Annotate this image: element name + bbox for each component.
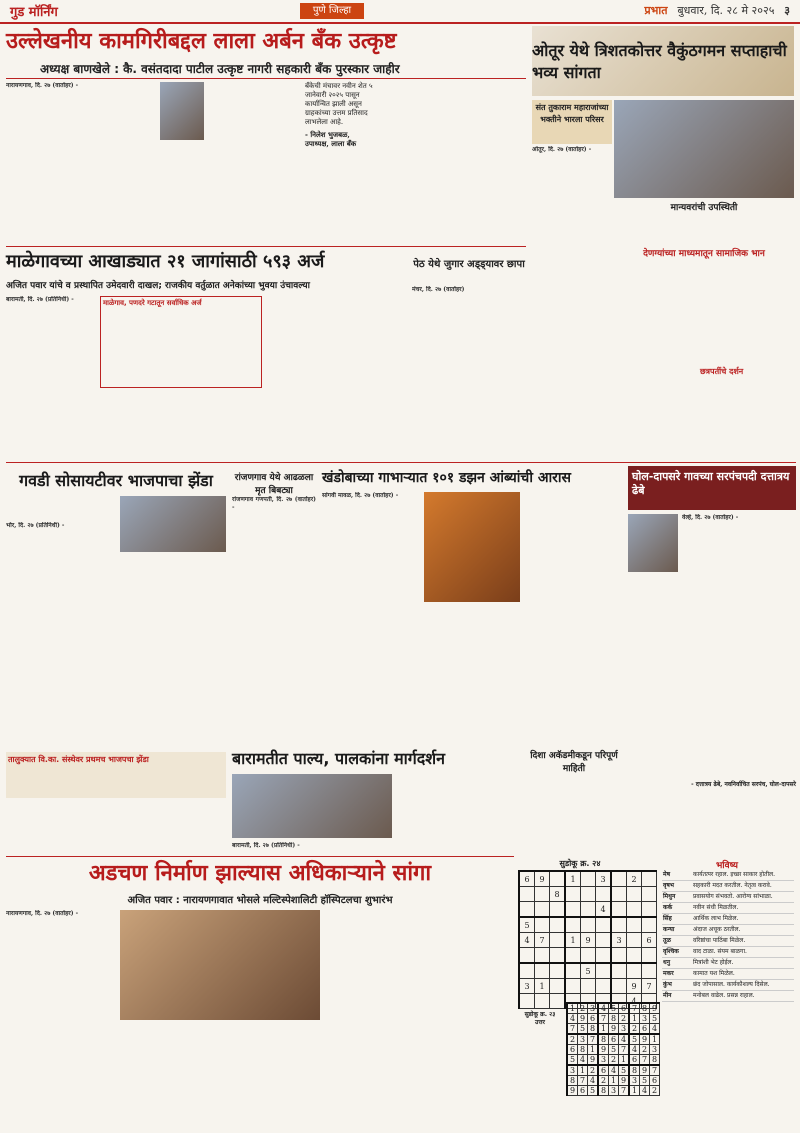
- sudoku-cell: 3: [588, 1003, 599, 1014]
- baramati-place: बारामती, दि. २७ (प्रतिनिधी) -: [232, 842, 300, 849]
- sudoku-cell: [596, 963, 612, 979]
- lead-subhead: अध्यक्ष बाणखेले : कै. वसंतदादा पाटील उत्कृष्ट नागरी सहकारी बँक पुरस्कार जाहीर: [40, 62, 400, 76]
- sudoku-cell: [550, 917, 566, 933]
- sudoku-cell: 2: [567, 1034, 578, 1045]
- sudoku-cell: [581, 902, 596, 918]
- sudoku-answer-label: सुडोकू क्र. २३ उत्तर: [524, 1011, 556, 1026]
- zodiac-sign: वृश्चिक: [662, 947, 692, 958]
- zodiac-sign: कर्क: [662, 903, 692, 914]
- sudoku-cell: 2: [578, 1003, 588, 1014]
- sudoku-cell: 7: [650, 1065, 660, 1076]
- sudoku-cell: [535, 902, 550, 918]
- sudoku-cell: 5: [629, 1034, 640, 1045]
- sudoku-cell: 6: [598, 1065, 609, 1076]
- gawadi-headline: गवडी सोसायटीवर भाजपाचा झेंडा: [19, 471, 213, 490]
- sudoku-cell: 7: [619, 1086, 630, 1096]
- sudoku-cell: 8: [588, 1024, 599, 1035]
- sudoku-cell: [611, 902, 627, 918]
- sudoku-cell: [519, 948, 535, 964]
- sudoku-cell: [565, 948, 581, 964]
- sudoku-cell: 1: [567, 1003, 578, 1014]
- malegaon-box-title: माळेगाव, पणदरे गटातून सर्वाधिक अर्ज: [103, 299, 202, 307]
- ghol-text: [682, 514, 796, 714]
- sudoku-cell: [611, 871, 627, 887]
- sudoku-cell: 1: [609, 1076, 619, 1086]
- sudoku-cell: 6: [650, 1076, 660, 1086]
- sudoku-cell: 8: [578, 1045, 588, 1055]
- sudoku-cell: [596, 979, 612, 994]
- baramati-headline: बारामतीत पाल्य, पालकांना मार्गदर्शन: [232, 749, 446, 768]
- page-number: ३: [784, 4, 790, 17]
- sudoku-cell: [611, 979, 627, 994]
- sudoku-cell: [596, 887, 612, 902]
- sudoku-cell: 7: [535, 933, 550, 948]
- sudoku-cell: 9: [598, 1045, 609, 1055]
- sudoku-cell: 9: [588, 1055, 599, 1066]
- sudoku-cell: [627, 948, 642, 964]
- sudoku-cell: [535, 948, 550, 964]
- sudoku-cell: 3: [598, 1055, 609, 1066]
- sudoku-cell: 7: [578, 1076, 588, 1086]
- sudoku-cell: 7: [567, 1024, 578, 1035]
- sudoku-cell: 9: [650, 1003, 660, 1014]
- section-tag: पुणे जिल्हा: [300, 3, 364, 19]
- gawadi-place: भोर, दि. २७ (प्रतिनिधी) -: [6, 522, 65, 529]
- adchan-place: नारायणगाव, दि. २७ (वार्ताहर) -: [6, 910, 79, 917]
- otur-subhead-3: छत्रपतींचे दर्शन: [700, 367, 744, 376]
- sudoku-cell: 5: [588, 1086, 599, 1096]
- sudoku-cell: 8: [567, 1076, 578, 1086]
- zodiac-sign: मेष: [662, 870, 692, 881]
- lead-quote-author: - निलेश भुजबळ, उपाध्यक्ष, लाला बँक: [305, 130, 357, 148]
- brand-name: प्रभात: [644, 4, 668, 17]
- baramati-photo: [232, 774, 392, 838]
- ghol-place: वेल्हे, दि. २७ (वार्ताहर) -: [682, 514, 739, 521]
- sudoku-cell: 6: [609, 1034, 619, 1045]
- sudoku-cell: [519, 963, 535, 979]
- sudoku-cell: 7: [598, 1014, 609, 1024]
- sudoku-cell: 1: [565, 871, 581, 887]
- sudoku-cell: 7: [619, 1045, 630, 1055]
- sudoku-cell: 1: [535, 979, 550, 994]
- gawadi-text: [6, 522, 116, 747]
- sudoku-cell: [535, 917, 550, 933]
- sudoku-cell: 2: [619, 1014, 630, 1024]
- sudoku-cell: [581, 948, 596, 964]
- peth-headline: पेठ येथे जुगार अड्ड्यावर छापा: [413, 259, 525, 270]
- sudoku-cell: 6: [519, 871, 535, 887]
- sudoku-cell: [550, 994, 566, 1009]
- sudoku-cell: 5: [619, 1065, 630, 1076]
- sudoku-cell: 9: [640, 1034, 650, 1045]
- zodiac-sign: वृषभ: [662, 881, 692, 892]
- peth-text: [412, 286, 526, 446]
- ghol-quote-author: - दत्तात्रय ढेबे, नवनिर्वाचित सरपंच, घोल-दापसरे: [691, 781, 796, 788]
- sudoku-cell: [642, 871, 657, 887]
- sudoku-cell: 7: [642, 979, 657, 994]
- zodiac-sign: मिथुन: [662, 892, 692, 903]
- ranjangaon-headline: रांजणगाव येथे आढळला मृत बिबट्या: [234, 473, 314, 496]
- peth-place: मंचर, दि. २७ (वार्ताहर): [412, 286, 465, 293]
- sudoku-cell: 6: [567, 1045, 578, 1055]
- sudoku-cell: 4: [567, 1014, 578, 1024]
- malegaon-box: [100, 296, 262, 388]
- malegaon-text: [6, 296, 96, 446]
- sudoku-cell: [535, 994, 550, 1009]
- sudoku-cell: 5: [578, 1024, 588, 1035]
- zodiac-prediction: प्रवासयोग संभवतो. आरोग्य सांभाळा.: [692, 892, 794, 903]
- adchan-headline: अडचण निर्माण झाल्यास अधिकाऱ्याने सांगा: [88, 861, 432, 886]
- disha-headline: दिशा अकॅडमीकडून परिपूर्ण माहिती: [530, 751, 618, 774]
- zodiac-prediction: वाद टाळा. संयम बाळगा.: [692, 947, 794, 958]
- otur-subhead-2: देणग्यांच्या माध्यमातून सामाजिक भान: [643, 249, 765, 259]
- zodiac-sign: तूळ: [662, 936, 692, 947]
- sudoku-cell: 3: [640, 1014, 650, 1024]
- sudoku-cell: 3: [629, 1076, 640, 1086]
- malegaon-place: बारामती, दि. २७ (प्रतिनिधी) -: [6, 296, 74, 303]
- gawadi-photo: [120, 496, 226, 552]
- sudoku-cell: [642, 963, 657, 979]
- sudoku-cell: [550, 871, 566, 887]
- bhavishya-title: भविष्य: [715, 861, 739, 871]
- sudoku-cell: 1: [629, 1014, 640, 1024]
- sudoku-cell: 8: [629, 1065, 640, 1076]
- issue-date: बुधवार, दि. २८ मे २०२५: [677, 4, 775, 17]
- sudoku-cell: 6: [629, 1055, 640, 1066]
- malegaon-subhead: अजित पवार यांचे व प्रस्थापित उमेदवारी दाखल; राजकीय वर्तुळात अनेकांच्या भुवया उंचावल्या: [6, 281, 310, 291]
- sudoku-cell: 4: [598, 1003, 609, 1014]
- sudoku-cell: 9: [609, 1024, 619, 1035]
- sudoku-cell: [581, 887, 596, 902]
- sudoku-cell: [581, 917, 596, 933]
- adchan-photo: [120, 910, 320, 1020]
- sudoku-cell: 2: [650, 1086, 660, 1096]
- sudoku-cell: 2: [588, 1065, 599, 1076]
- ranjangaon-place: रांजणगाव गणपती, दि. २७ (वार्ताहर) -: [232, 496, 316, 511]
- sudoku-cell: 5: [567, 1055, 578, 1066]
- sudoku-cell: 9: [578, 1014, 588, 1024]
- ghol-photo: [628, 514, 678, 572]
- gawadi-box: [6, 752, 226, 798]
- adchan-subhead: अजित पवार : नारायणगावात भोसले मल्टिस्पेशालिटी हॉस्पिटलचा शुभारंभ: [127, 895, 393, 906]
- sudoku-cell: 8: [609, 1014, 619, 1024]
- sudoku-cell: 5: [609, 1003, 619, 1014]
- ghol-quote: [628, 720, 796, 800]
- sudoku-cell: [627, 917, 642, 933]
- sudoku-cell: [581, 871, 596, 887]
- zodiac-sign: कन्या: [662, 925, 692, 936]
- sudoku-cell: 6: [619, 1003, 630, 1014]
- zodiac-sign: धनु: [662, 958, 692, 969]
- zodiac-sign: मीन: [662, 991, 692, 1002]
- sudoku-cell: [627, 887, 642, 902]
- sudoku-cell: [642, 902, 657, 918]
- sudoku-cell: 2: [640, 1045, 650, 1055]
- sudoku-cell: 3: [567, 1065, 578, 1076]
- khandoba-photo: [424, 492, 520, 602]
- sudoku-cell: 8: [598, 1034, 609, 1045]
- sudoku-cell: 4: [650, 1024, 660, 1035]
- sudoku-cell: 8: [550, 887, 566, 902]
- sudoku-grid: [518, 870, 657, 1009]
- sudoku-cell: 5: [519, 917, 535, 933]
- sudoku-cell: [565, 902, 581, 918]
- khandoba-headline: खंडोबाच्या गाभाऱ्यात १०१ डझन आंब्यांची आरास: [322, 470, 571, 486]
- otur-photo-caption: मान्यवरांची उपस्थिती: [670, 203, 738, 213]
- sudoku-cell: 2: [598, 1076, 609, 1086]
- sudoku-cell: 8: [640, 1003, 650, 1014]
- sudoku-cell: 3: [619, 1024, 630, 1035]
- sudoku-cell: [642, 917, 657, 933]
- sudoku-cell: [550, 979, 566, 994]
- zodiac-prediction: मित्रांशी भेट होईल.: [692, 958, 794, 969]
- gawadi-box-title: तालुक्यात वि.का. संस्थेवर प्रथमच भाजपचा झेंडा: [8, 755, 149, 764]
- sudoku-cell: [565, 963, 581, 979]
- sudoku-cell: [642, 948, 657, 964]
- sudoku-cell: [519, 887, 535, 902]
- lead-quote-text: बँकेची मंचावर नवीन शेत ५ जानेवारी २०२५ पासून कार्यान्वित झाली असून ग्राहकांच्या उत्तम प्रतिसाद लाभलेला आहे.: [305, 82, 373, 126]
- sudoku-cell: 2: [609, 1055, 619, 1066]
- sudoku-cell: [581, 979, 596, 994]
- sudoku-cell: 1: [650, 1034, 660, 1045]
- ranjangaon-text: [232, 496, 316, 741]
- sudoku-cell: 7: [640, 1055, 650, 1066]
- lead-text: [6, 82, 156, 242]
- horoscope-table: [662, 870, 794, 1002]
- sudoku-cell: [611, 917, 627, 933]
- sudoku-cell: 4: [627, 994, 642, 1009]
- sudoku-cell: 5: [581, 963, 596, 979]
- sudoku-cell: [565, 917, 581, 933]
- sudoku-cell: 5: [640, 1076, 650, 1086]
- sudoku-cell: 1: [578, 1065, 588, 1076]
- sudoku-cell: 4: [596, 902, 612, 918]
- khandoba-text: [322, 492, 418, 742]
- sudoku-cell: [565, 979, 581, 994]
- sudoku-cell: 9: [581, 933, 596, 948]
- sudoku-cell: [596, 948, 612, 964]
- sudoku-cell: [627, 933, 642, 948]
- baramati-text: [232, 842, 522, 852]
- otur-label: संत तुकाराम महाराजांच्या भक्तीने भारला परिसर: [532, 100, 612, 144]
- zodiac-prediction: अंदाज अचूक ठरतील.: [692, 925, 794, 936]
- otur-place: ओतूर, दि. २७ (वार्ताहर) -: [532, 146, 592, 153]
- sudoku-cell: 6: [578, 1086, 588, 1096]
- zodiac-sign: कुंभ: [662, 980, 692, 991]
- sudoku-cell: 6: [640, 1024, 650, 1035]
- sudoku-cell: [550, 963, 566, 979]
- sudoku-cell: 9: [535, 871, 550, 887]
- sudoku-title: सुडोकू क्र. २४: [559, 859, 601, 868]
- sudoku-cell: 3: [609, 1086, 619, 1096]
- sudoku-answer-grid: [566, 1002, 660, 1096]
- malegaon-headline: माळेगावच्या आखाड्यात २१ जागांसाठी ५९३ अर्ज: [6, 251, 325, 272]
- sudoku-cell: 4: [640, 1086, 650, 1096]
- sudoku-cell: 9: [640, 1065, 650, 1076]
- sudoku-cell: [519, 902, 535, 918]
- header-left-label: गुड मॉर्निंग: [10, 5, 58, 20]
- sudoku-cell: [611, 963, 627, 979]
- sudoku-cell: [550, 948, 566, 964]
- sudoku-cell: [550, 902, 566, 918]
- sudoku-cell: [550, 933, 566, 948]
- sudoku-cell: 8: [650, 1055, 660, 1066]
- sudoku-cell: 3: [519, 979, 535, 994]
- lead-quote: [305, 82, 373, 192]
- sudoku-cell: 9: [567, 1086, 578, 1096]
- sudoku-cell: 1: [588, 1045, 599, 1055]
- sudoku-cell: [535, 887, 550, 902]
- otur-headline: ओतूर येथे त्रिशतकोत्तर वैकुंठगमन सप्ताहाची भव्य सांगता: [532, 41, 787, 82]
- zodiac-prediction: छंद जोपासाल. कार्यकौशल्य दिसेल.: [692, 980, 794, 991]
- sudoku-cell: 1: [598, 1024, 609, 1035]
- zodiac-sign: सिंह: [662, 914, 692, 925]
- page-header: [0, 0, 800, 24]
- ghol-header: [628, 466, 796, 510]
- sudoku-cell: 2: [627, 871, 642, 887]
- otur-text: [532, 146, 608, 396]
- sudoku-cell: 1: [619, 1055, 630, 1066]
- sudoku-cell: 2: [629, 1024, 640, 1035]
- sudoku-cell: [535, 963, 550, 979]
- sudoku-cell: [565, 887, 581, 902]
- zodiac-prediction: नवीन संधी मिळतील.: [692, 903, 794, 914]
- adchan-text: [6, 910, 116, 1120]
- zodiac-prediction: कामात यश मिळेल.: [692, 969, 794, 980]
- zodiac-prediction: मनोबल वाढेल. प्रसन्न राहाल.: [692, 991, 794, 1002]
- sudoku-cell: 5: [650, 1014, 660, 1024]
- otur-photo: [614, 100, 794, 198]
- sudoku-cell: 4: [588, 1076, 599, 1086]
- zodiac-sign: मकर: [662, 969, 692, 980]
- sudoku-cell: [627, 902, 642, 918]
- ghol-headline: घोल-दापसरे गावच्या सरपंचपदी दत्तात्रय ढेबे: [632, 470, 790, 497]
- lead-headline: उल्लेखनीय कामगिरीबद्दल लाला अर्बन बँक उत्कृष्ट: [6, 29, 397, 54]
- sudoku-cell: [627, 963, 642, 979]
- sudoku-cell: [596, 917, 612, 933]
- zodiac-prediction: वरिष्ठांचा पाठिंबा मिळेल.: [692, 936, 794, 947]
- sudoku-cell: 3: [596, 871, 612, 887]
- sudoku-cell: [519, 994, 535, 1009]
- sudoku-cell: 7: [629, 1003, 640, 1014]
- sudoku-cell: 4: [619, 1034, 630, 1045]
- sudoku-cell: 1: [629, 1086, 640, 1096]
- sudoku-cell: 1: [565, 933, 581, 948]
- sudoku-cell: 4: [609, 1065, 619, 1076]
- sudoku-cell: 4: [578, 1055, 588, 1066]
- sudoku-cell: 9: [627, 979, 642, 994]
- sudoku-cell: [596, 933, 612, 948]
- sudoku-cell: 4: [519, 933, 535, 948]
- sudoku-cell: [611, 887, 627, 902]
- header-right: [644, 3, 790, 18]
- zodiac-prediction: आर्थिक लाभ मिळेल.: [692, 914, 794, 925]
- sudoku-cell: 6: [588, 1014, 599, 1024]
- sudoku-cell: 3: [611, 933, 627, 948]
- sudoku-cell: 3: [650, 1045, 660, 1055]
- khandoba-place: सांगवी मावळ, दि. २७ (वार्ताहर) -: [322, 492, 399, 499]
- sudoku-cell: 6: [642, 933, 657, 948]
- lead-photo: [160, 82, 204, 140]
- sudoku-cell: 3: [578, 1034, 588, 1045]
- sudoku-cell: 9: [619, 1076, 630, 1086]
- sudoku-cell: 4: [629, 1045, 640, 1055]
- lead-place: नारायणगाव, दि. २७ (वार्ताहर) -: [6, 82, 79, 89]
- sudoku-cell: 7: [588, 1034, 599, 1045]
- sudoku-cell: [642, 887, 657, 902]
- zodiac-prediction: सहकारी मदत करतील. नेतृत्व करावे.: [692, 881, 794, 892]
- sudoku-cell: 8: [598, 1086, 609, 1096]
- sudoku-cell: 5: [609, 1045, 619, 1055]
- zodiac-prediction: कार्यतत्पर रहाल. इच्छा साकार होतील.: [692, 870, 794, 881]
- sudoku-cell: [611, 948, 627, 964]
